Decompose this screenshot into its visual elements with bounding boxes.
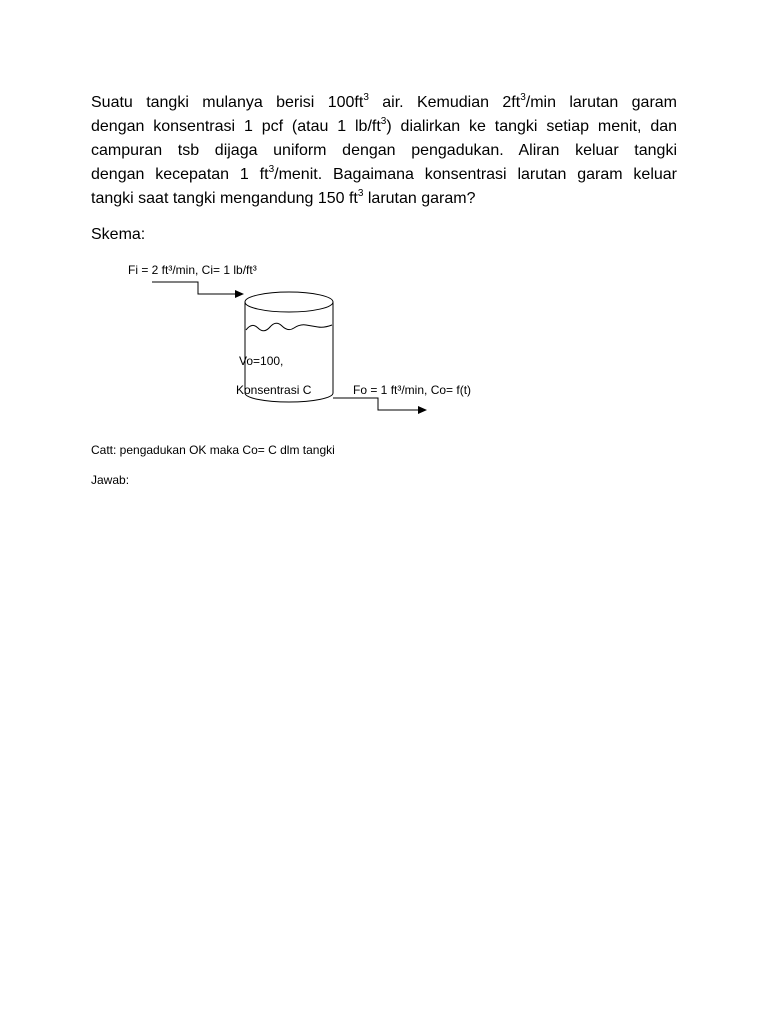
text-run: ) dialirkan ke tangki setiap menit, dan	[386, 118, 678, 135]
schema-heading: Skema:	[91, 226, 146, 243]
text-run: tangki saat tangki mengandung 150 ft	[91, 190, 358, 207]
liquid-surface	[246, 323, 332, 331]
superscript: 3	[520, 91, 526, 103]
text-run: Suatu tangki mulanya berisi 100ft	[91, 94, 364, 111]
text-run: air. Kemudian 2ft	[368, 94, 521, 111]
superscript: 3	[268, 163, 275, 175]
text-run: campuran tsb dijaga uniform dengan pengadukan. Aliran keluar tangki	[91, 142, 677, 159]
concentration-label: Konsentrasi C	[236, 383, 312, 397]
superscript: 3	[357, 187, 364, 199]
inlet-flow-line	[152, 282, 236, 294]
note-text: Catt: pengadukan OK maka Co= C dlm tangki	[91, 443, 335, 457]
text-run: dengan kecepatan 1 ft	[91, 166, 269, 183]
text-run: /min larutan garam	[525, 94, 678, 111]
tank-top	[245, 292, 333, 312]
text-run: larutan garam?	[363, 190, 476, 207]
superscript: 3	[380, 115, 387, 127]
inlet-arrowhead	[235, 290, 244, 298]
text-run: /menit. Bagaimana konsentrasi larutan garam keluar	[274, 166, 677, 183]
answer-label: Jawab:	[91, 473, 130, 487]
volume-label: Vo=100,	[239, 354, 284, 368]
outlet-flow-line	[333, 398, 418, 410]
inlet-label: Fi = 2 ft³/min, Ci= 1 lb/ft³	[128, 263, 257, 277]
superscript: 3	[363, 91, 369, 103]
outlet-arrowhead	[418, 406, 427, 414]
outlet-label: Fo = 1 ft³/min, Co= f(t)	[353, 383, 472, 397]
text-run: dengan konsentrasi 1 pcf (atau 1 lb/ft	[91, 118, 381, 135]
